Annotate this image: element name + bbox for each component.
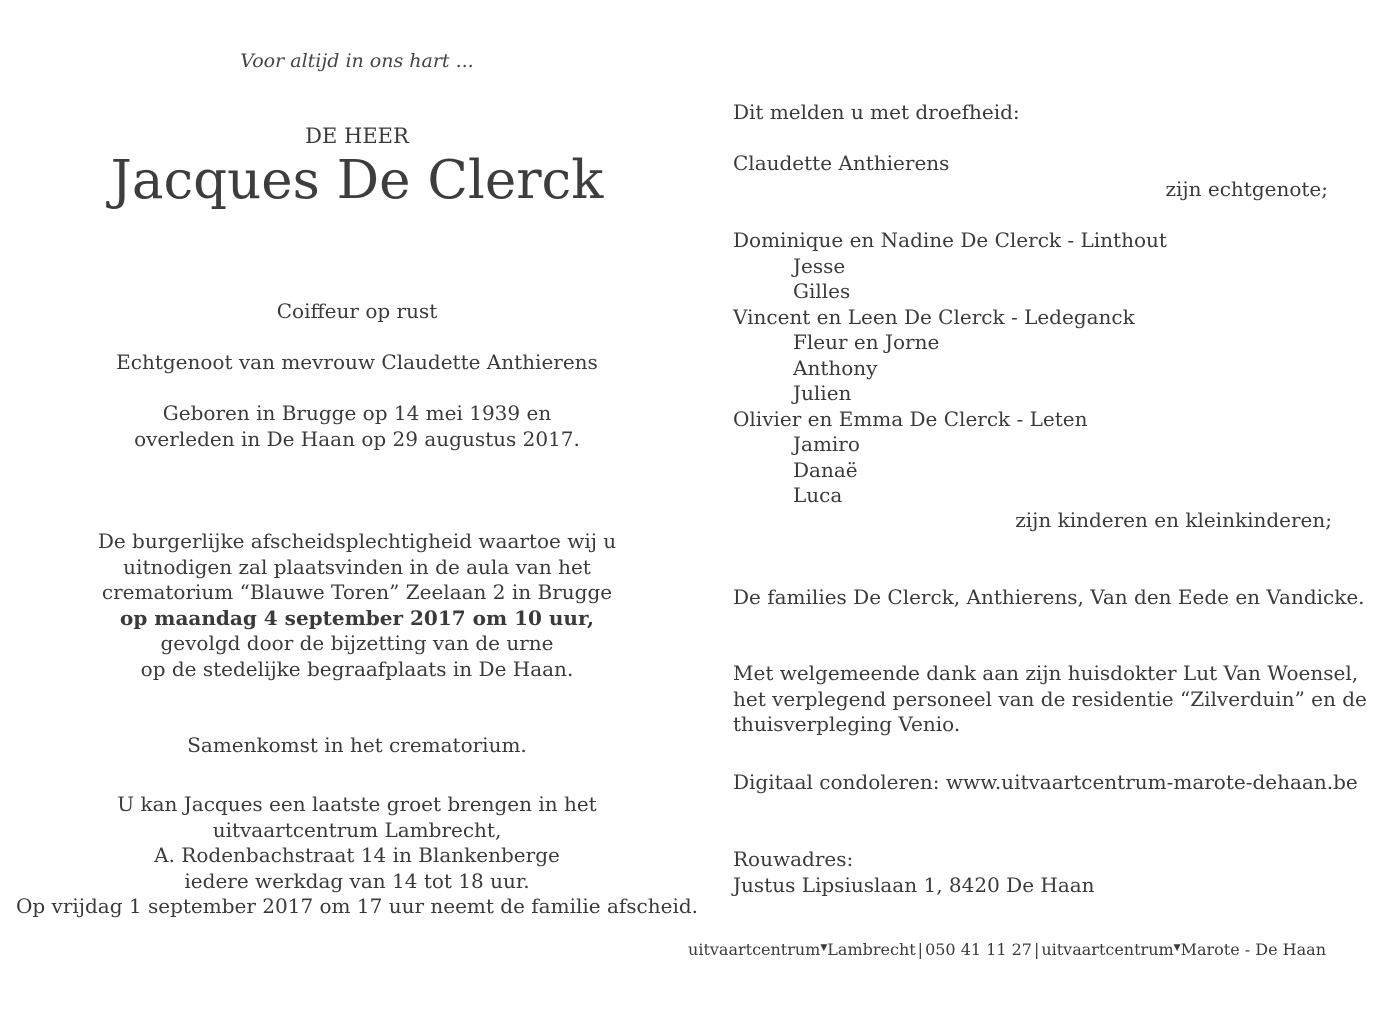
motto: Voor altijd in ons hart ... [240, 50, 474, 72]
spouse-name: Claudette Anthierens [733, 151, 950, 175]
thanks-block [733, 661, 1367, 738]
visit-line: uitvaartcentrum Lambrecht, [212, 817, 502, 842]
family-grandchild: Danaë [793, 457, 858, 482]
footer-brand: uitvaartcentrum [688, 940, 821, 959]
funeral-home-footer [688, 940, 1326, 959]
footer-phone: 050 41 11 27 [925, 940, 1032, 959]
family-list [733, 228, 1167, 509]
footer-location: Lambrecht [827, 940, 916, 959]
thanks-line: het verplegend personeel van de residentie “Zilverduin” en de [733, 686, 1367, 711]
intro: Dit melden u met droefheid: [733, 100, 1020, 124]
family-child: Olivier en Emma De Clerck - Leten [733, 406, 1088, 431]
ceremony-block [0, 529, 714, 682]
address-value: Justus Lipsiuslaan 1, 8420 De Haan [733, 872, 1095, 897]
address-block [733, 847, 1095, 898]
triangle-icon: ▼ [1173, 943, 1181, 953]
family-grandchild: Fleur en Jorne [793, 330, 940, 354]
family-grandchild: Gilles [793, 279, 851, 303]
footer-separator: | [1033, 940, 1040, 959]
ceremony-date-line: op maandag 4 september 2017 om 10 uur, [120, 605, 594, 630]
ceremony-line: op de stedelijke begraafplaats in De Haan. [140, 656, 574, 681]
ceremony-line: crematorium “Blauwe Toren” Zeelaan 2 in Brugge [101, 580, 613, 604]
birth-line: Geboren in Brugge op 14 mei 1939 en [162, 401, 552, 425]
ceremony-line: De burgerlijke afscheidsplechtigheid waartoe wij u [97, 529, 617, 553]
triangle-icon: ▼ [820, 943, 828, 953]
spouse-role: zijn echtgenote; [1165, 177, 1328, 201]
family-grandchild: Jamiro [793, 432, 860, 456]
visit-block [0, 792, 714, 920]
family-grandchild: Anthony [793, 355, 878, 380]
ceremony-line: uitnodigen zal plaatsvinden in de aula van het [123, 554, 591, 579]
family-grandchild: Luca [793, 483, 843, 507]
visit-line: iedere werkdag van 14 tot 18 uur. [184, 868, 530, 893]
family-child: Vincent en Leen De Clerck - Ledeganck [733, 304, 1135, 329]
deceased-name: Jacques De Clerck [110, 150, 604, 211]
birth-death-block [0, 401, 714, 452]
thanks-line: Met welgemeende dank aan zijn huisdokter Lut Van Woensel, [733, 661, 1359, 685]
thanks-line: thuisverpleging Venio. [733, 712, 961, 736]
families-line: De families De Clerck, Anthierens, Van den Eede en Vandicke. [733, 585, 1365, 609]
ceremony-line: gevolgd door de bijzetting van de urne [160, 631, 554, 655]
visit-line: U kan Jacques een laatste groet brengen in het [117, 792, 597, 816]
salutation: DE HEER [305, 124, 409, 148]
visit-line: Op vrijdag 1 september 2017 om 17 uur neemt de familie afscheid. [15, 894, 699, 918]
address-label: Rouwadres: [733, 847, 854, 871]
spouse-line: Echtgenoot van mevrouw Claudette Anthierens [116, 350, 598, 374]
family-grandchild: Julien [793, 381, 852, 405]
children-role: zijn kinderen en kleinkinderen; [1015, 508, 1332, 532]
visit-line: A. Rodenbachstraat 14 in Blankenberge [154, 843, 560, 867]
family-child: Dominique en Nadine De Clerck - Linthout [733, 228, 1167, 252]
death-line: overleden in De Haan op 29 augustus 2017. [134, 426, 580, 451]
condolence-line: Digitaal condoleren: www.uitvaartcentrum-marote-dehaan.be [733, 770, 1358, 794]
footer-separator: | [917, 940, 924, 959]
family-grandchild: Jesse [793, 253, 846, 278]
occupation: Coiffeur op rust [276, 299, 438, 323]
footer-brand: uitvaartcentrum [1041, 940, 1174, 959]
footer-location: Marote - De Haan [1180, 940, 1326, 959]
gathering: Samenkomst in het crematorium. [187, 733, 527, 757]
